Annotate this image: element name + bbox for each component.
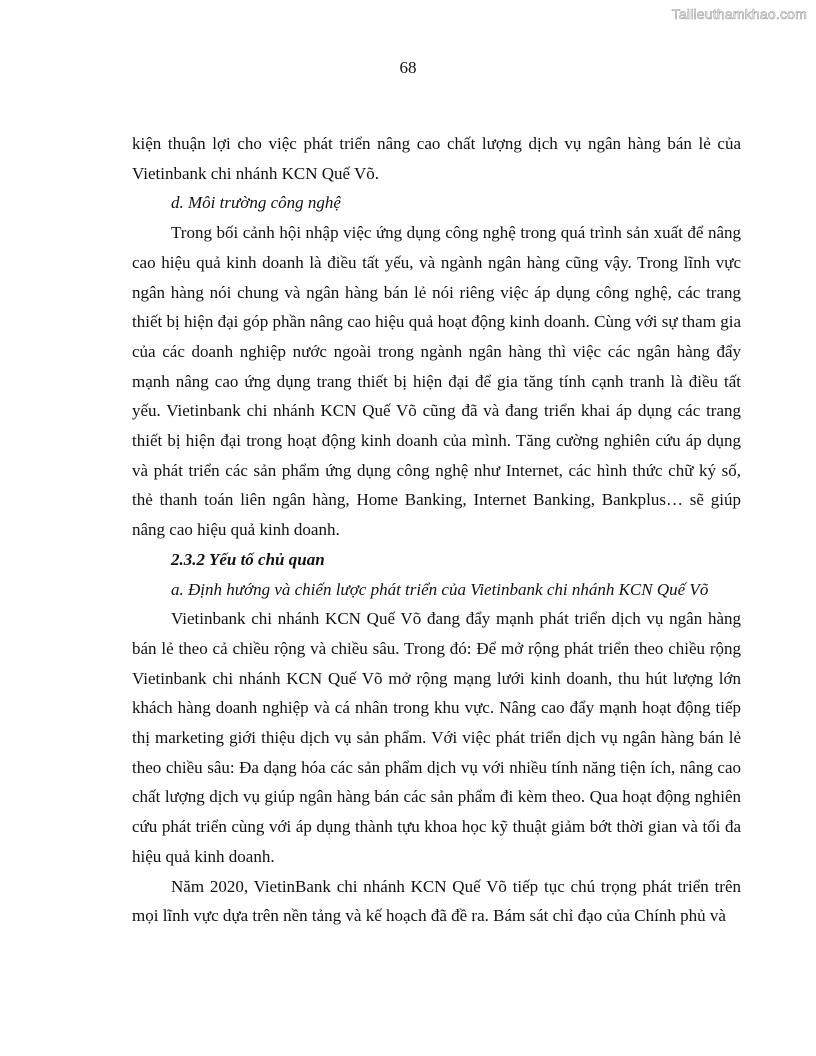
page-number: 68 <box>399 58 417 77</box>
paragraph-continuation: kiện thuận lợi cho việc phát triển nâng cao chất lượng dịch vụ ngân hàng bán lẻ của Vietinbank chi nhánh KCN Quế Võ. <box>132 134 741 183</box>
paragraph-2020: Năm 2020, VietinBank chi nhánh KCN Quế Võ tiếp tục chú trọng phát triển trên mọi lĩnh vực dựa trên nền tảng và kế hoạch đã đề ra. Bám sát chỉ đạo của Chính phủ và <box>132 876 741 926</box>
document-body <box>132 129 741 931</box>
subheading-strategy: a. Định hướng và chiến lược phát triển của Vietinbank chi nhánh KCN Quế Võ <box>171 579 709 599</box>
section-heading-subjective-factors: 2.3.2 Yếu tố chủ quan <box>171 549 325 569</box>
paragraph-technology: Trong bối cảnh hội nhập việc ứng dụng công nghệ trong quá trình sản xuất để nâng cao hiệu quả kinh doanh là điều tất yếu, và ngành ngân hàng cũng vậy. Trong lĩnh vực ngân hàng nói chung và ngân hàng bán lẻ nói riêng việc áp dụng công nghệ, các trang thiết bị hiện đại góp phần nâng cao hiệu quả hoạt động kinh doanh. Cùng với sự tham gia của các doanh nghiệp nước ngoài trong ngành ngân hàng thì việc các ngân hàng đẩy mạnh nâng cao ứng dụng trang thiết bị hiện đại để gia tăng tính cạnh tranh là điều tất yếu. Vietinbank chi nhánh KCN Quế Võ cũng đã và đang triển khai áp dụng các trang thiết bị hiện đại trong hoạt động kinh doanh của mình. Tăng cường nghiên cứu áp dụng và phát triển các sản phẩm ứng dụng công nghệ như Internet, các hình thức chữ ký số, thẻ thanh toán liên ngân hàng, Home Banking, Internet Banking, Bankplus… sẽ giúp nâng cao hiệu quả kinh doanh. <box>132 223 741 540</box>
paragraph-strategy: Vietinbank chi nhánh KCN Quế Võ đang đẩy mạnh phát triển dịch vụ ngân hàng bán lẻ theo cả chiều rộng và chiều sâu. Trong đó: Để mở rộng phát triển theo chiều rộng Vietinbank chi nhánh KCN Quế Võ mở rộng mạng lưới kinh doanh, thu hút lượng lớn khách hàng doanh nghiệp và cá nhân trong khu vực. Nâng cao đẩy mạnh hoạt động tiếp thị marketing giới thiệu dịch vụ sản phẩm. Với việc phát triển dịch vụ ngân hàng bán lẻ theo chiều sâu: Đa dạng hóa các sản phẩm dịch vụ với nhiều tính năng tiện ích, nâng cao chất lượng dịch vụ giúp ngân hàng bán các sản phẩm đi kèm theo. Qua hoạt động nghiên cứu phát triển cùng với áp dụng thành tựu khoa học kỹ thuật giảm bớt thời gian và tối đa hiệu quả kinh doanh. <box>132 609 741 866</box>
subheading-technology-environment: d. Môi trường công nghệ <box>171 193 341 213</box>
watermark: Tailieuthamkhao.com <box>671 6 807 22</box>
